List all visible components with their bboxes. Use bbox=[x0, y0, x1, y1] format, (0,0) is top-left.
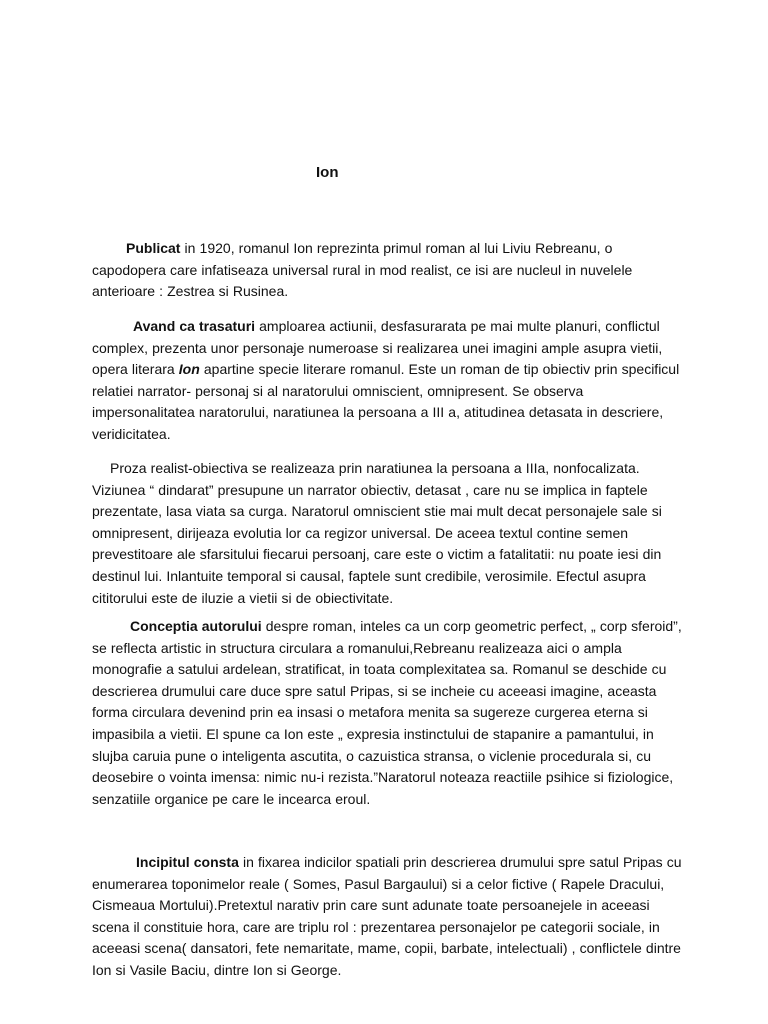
paragraph-lead: Conceptia autorului bbox=[130, 618, 262, 634]
paragraph-text: Proza realist-obiectiva se realizeaza prin naratiunea la persoana a IIIa, nonfocalizata. Viziunea “ dindarat” presupune un narrator obiectiv, detasat , care nu se implica in faptele prezentate, lasa viata sa curga. Naratorul omniscient stie mai mult decat personajele sale si omnipresent, dirijeaza evolutia lor ca regizor universal. De aceea textul contine semen prevestitoare ale sfarsitului fiecarui persoanj, care este o victim a fatalitatii: nu poate iesi din destinul lui. Inlantuite temporal si causal, faptele sunt credibile, verosimile. Efectul asupra cititorului este de iluzie a vietii si de obiectivitate. bbox=[92, 460, 662, 606]
paragraph-text: apartine specie literare romanul. Este un roman de tip obiectiv prin specificul relatiei narrator- personaj si al naratorului omniscient, omnipresent. Se observa impersonalitatea naratorului, naratiunea la persoana a III a, atitudinea detasata in descriere, veridicitatea. bbox=[92, 361, 680, 442]
paragraph-text: in fixarea indicilor spatiali prin descrierea drumului spre satul Pripas cu enumerarea toponimelor reale ( Somes, Pasul Bargaului) si a celor fictive ( Rapele Dracului, Cismeaua Mortului).Pretextul narativ prin care sunt adunate toate persoanejele in aceeasi scena il constituie hora, care are triplu rol : prezentarea personajelor pe categorii sociale, in aceeasi scena( dansatori, fete nemaritate, mame, copii, barbate, intelectuali) , conflictele dintre Ion si Vasile Baciu, dintre Ion si George. bbox=[92, 854, 682, 978]
paragraph-text: in 1920, romanul Ion reprezinta primul roman al lui Liviu Rebreanu, o capodopera care infatiseaza universal rural in mod realist, ce isi are nucleul in nuvelele anterioare : Zestrea si Rusinea. bbox=[92, 240, 633, 300]
paragraph-text: amploarea actiunii, desfasurarata pe mai multe planuri, conflictul complex, prezenta unor personaje numeroase si realizarea unei imagini ample asupra vietii, opera literara bbox=[92, 318, 663, 378]
paragraph-lead: Avand ca trasaturi bbox=[133, 318, 256, 334]
paragraph-publicat bbox=[92, 238, 686, 303]
paragraph-text: despre roman, inteles ca un corp geometric perfect, „ corp sferoid”, se reflecta artistic in structura circulara a romanului,Rebreanu realizeaza aici o ampla monografie a satului ardelean, stratificat, in toata complexitatea sa. Romanul se deschide cu descrierea drumului care duce spre satul Pripas, si se incheie cu aceeasi imagine, aceasta forma circulara devenind prin ea insasi o metafora menita sa sugereze curgerea eterna si impasibila a vietii. El spune ca Ion este „ expresia instinctului de stapanire a pamantului, in slujba caruia pune o inteligenta ascutita, o cazuistica stransa, o viclenie procedurala si, cu deosebire o vointa imensa: nimic nu-i rezista.”Naratorul noteaza reactiile psihice si fiziologice, senzatiile organice pe care le incearca eroul. bbox=[92, 618, 682, 807]
work-title-italic: Ion bbox=[178, 361, 200, 378]
document-title: Ion bbox=[316, 164, 339, 181]
paragraph-conceptia bbox=[92, 616, 686, 810]
paragraph-lead: Publicat bbox=[126, 240, 181, 256]
paragraph-proza bbox=[92, 458, 686, 609]
paragraph-lead: Incipitul consta bbox=[136, 854, 239, 870]
paragraph-trasaturi bbox=[92, 316, 686, 446]
paragraph-incipitul bbox=[92, 852, 686, 982]
